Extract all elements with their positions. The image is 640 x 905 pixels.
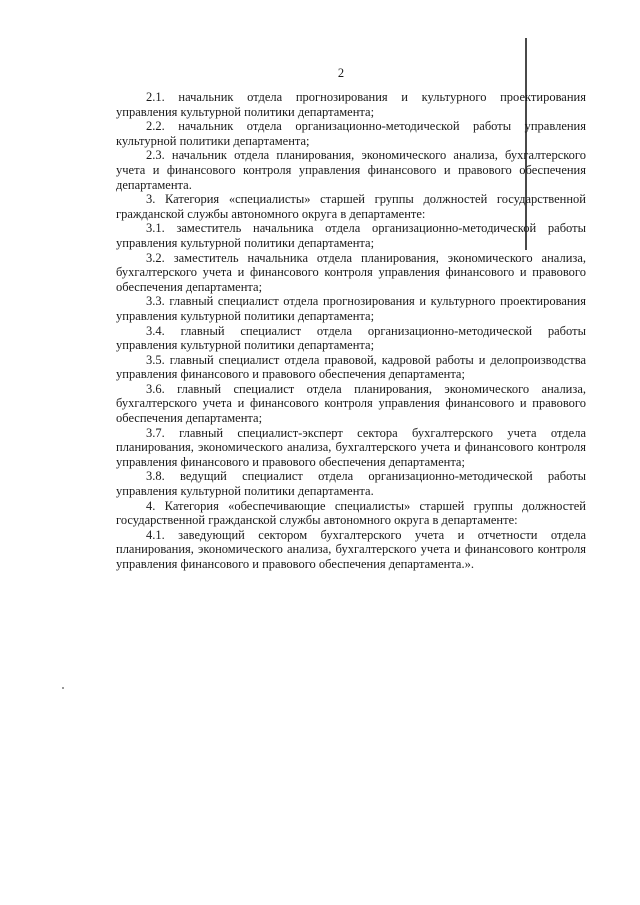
section-4-heading: 4. Категория «обеспечивающие специалисты» старшей группы должностей государственной гражданской службы автономного округа в департаменте: xyxy=(116,498,586,528)
item-3-6: 3.6. главный специалист отдела планирования, экономического анализа, бухгалтерского учета и финансового контроля управления финансового и правового обеспечения департамента; xyxy=(116,381,586,426)
item-2-1: 2.1. начальник отдела прогнозирования и культурного проектирования управления культурной политики департамента; xyxy=(116,90,586,119)
item-3-1: 3.1. заместитель начальника отдела организационно-методической работы управления культурной политики департамента; xyxy=(116,221,586,250)
section-3-heading: 3. Категория «специалисты» старшей группы должностей государственной гражданской службы автономного округа в департаменте: xyxy=(116,192,586,221)
item-3-7: 3.7. главный специалист-эксперт сектора бухгалтерского учета отдела планирования, экономического анализа, бухгалтерского учета и финансового контроля управления финансового и правового обеспечения департамента; xyxy=(116,425,586,469)
scan-speck xyxy=(62,687,64,689)
document-body xyxy=(116,90,586,572)
item-3-2: 3.2. заместитель начальника отдела планирования, экономического анализа, бухгалтерского учета и финансового контроля управления финансового и правового обеспечения департамента; xyxy=(116,250,586,294)
item-3-8: 3.8. ведущий специалист отдела организационно-методической работы управления культурной политики департамента. xyxy=(116,469,586,499)
page-number: 2 xyxy=(337,66,345,80)
item-3-3: 3.3. главный специалист отдела прогнозирования и культурного проектирования управления культурной политики департамента; xyxy=(116,294,586,323)
item-3-5: 3.5. главный специалист отдела правовой, кадровой работы и делопроизводства управления финансового и правового обеспечения департамента; xyxy=(116,352,586,382)
item-3-4: 3.4. главный специалист отдела организационно-методической работы управления культурной политики департамента; xyxy=(116,323,586,353)
item-4-1: 4.1. заведующий сектором бухгалтерского учета и отчетности отдела планирования, экономического анализа, бухгалтерского учета и финансового контроля управления финансового и правового обеспечения департамента.». xyxy=(116,527,586,571)
item-2-2: 2.2. начальник отдела организационно-методической работы управления культурной политики департамента; xyxy=(116,119,586,148)
item-2-3: 2.3. начальник отдела планирования, экономического анализа, бухгалтерского учета и финансового контроля управления финансового и правового обеспечения департамента. xyxy=(116,148,586,192)
